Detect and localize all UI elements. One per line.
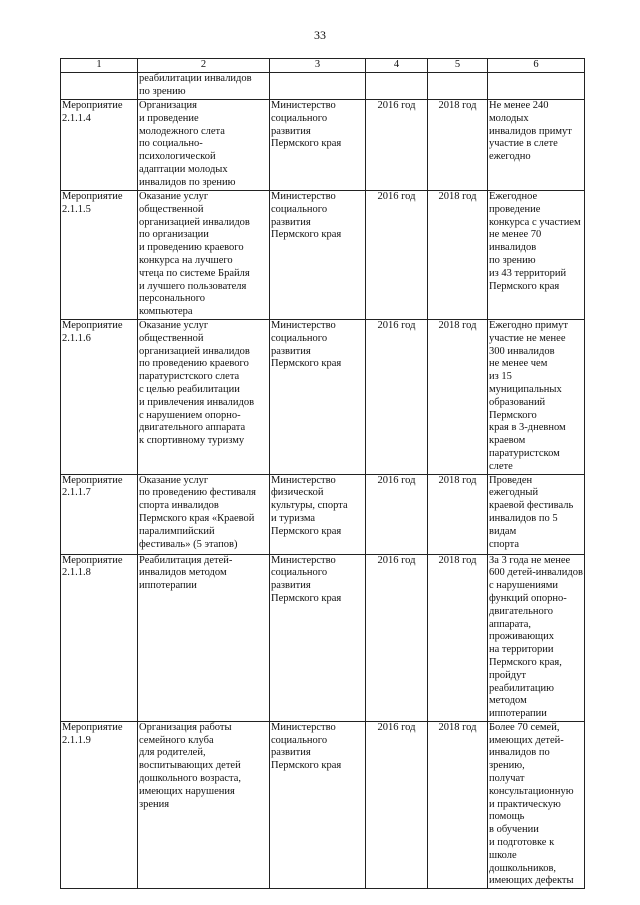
cell-start: 2016 год — [366, 191, 428, 320]
cell-result: Более 70 семей, имеющих детей- инвалидов по зрению, получат консультационную и практическую помощь в обучении и подготовке к школе дошкольников, имеющих дефекты — [488, 721, 585, 888]
cell-activity: Организация и проведение молодежного слета по социально- психологической адаптации молодых инвалидов по зрению — [138, 100, 270, 191]
cell-end: 2018 год — [428, 100, 488, 191]
cell-id: Мероприятие 2.1.1.5 — [61, 191, 138, 320]
cell-id — [61, 73, 138, 100]
cell-end: 2018 год — [428, 191, 488, 320]
cell-result: Проведен ежегодный краевой фестиваль инвалидов по 5 видам спорта — [488, 474, 585, 554]
cell-activity: Организация работы семейного клуба для родителей, воспитывающих детей дошкольного возраста, имеющих нарушения зрения — [138, 721, 270, 888]
cell-activity: Оказание услуг общественной организацией инвалидов по проведению краевого паратуристского слета с целью реабилитации и привлечения инвалидов с нарушением опорно- двигательного аппарата к спортивному туризму — [138, 319, 270, 474]
cell-start: 2016 год — [366, 721, 428, 888]
cell-executor: Министерство социального развития Пермского края — [270, 721, 366, 888]
table-row-continuation — [61, 73, 585, 100]
cell-start — [366, 73, 428, 100]
column-number-4: 4 — [366, 59, 428, 73]
activities-table — [60, 58, 585, 889]
cell-executor: Министерство социального развития Пермского края — [270, 100, 366, 191]
cell-executor: Министерство физической культуры, спорта и туризма Пермского края — [270, 474, 366, 554]
cell-start: 2016 год — [366, 100, 428, 191]
cell-activity: Реабилитация детей- инвалидов методом иппотерапии — [138, 554, 270, 721]
table-row — [61, 474, 585, 554]
column-number-1: 1 — [61, 59, 138, 73]
cell-executor: Министерство социального развития Пермского края — [270, 319, 366, 474]
cell-end: 2018 год — [428, 554, 488, 721]
cell-executor: Министерство социального развития Пермского края — [270, 554, 366, 721]
cell-result — [488, 73, 585, 100]
cell-end: 2018 год — [428, 721, 488, 888]
cell-end: 2018 год — [428, 474, 488, 554]
cell-id: Мероприятие 2.1.1.7 — [61, 474, 138, 554]
table-row — [61, 721, 585, 888]
cell-activity: Оказание услуг общественной организацией инвалидов по организации и проведению краевого конкурса на лучшего чтеца по системе Брайля и лучшего пользователя персонального компьютера — [138, 191, 270, 320]
page-number: 33 — [314, 28, 326, 42]
cell-result: Ежегодно примут участие не менее 300 инвалидов не менее чем из 15 муниципальных образований Пермского края в 3-дневном краевом паратуристском слете — [488, 319, 585, 474]
cell-end — [428, 73, 488, 100]
table-row — [61, 100, 585, 191]
cell-executor: Министерство социального развития Пермского края — [270, 191, 366, 320]
cell-start: 2016 год — [366, 474, 428, 554]
column-number-5: 5 — [428, 59, 488, 73]
cell-activity: Оказание услуг по проведению фестиваля спорта инвалидов Пермского края «Краевой паралимпийский фестиваль» (5 этапов) — [138, 474, 270, 554]
table-row — [61, 554, 585, 721]
cell-id: Мероприятие 2.1.1.8 — [61, 554, 138, 721]
cell-start: 2016 год — [366, 554, 428, 721]
cell-id: Мероприятие 2.1.1.4 — [61, 100, 138, 191]
column-number-6: 6 — [488, 59, 585, 73]
cell-end: 2018 год — [428, 319, 488, 474]
cell-result: Ежегодное проведение конкурса с участием не менее 70 инвалидов по зрению из 43 территорий Пермского края — [488, 191, 585, 320]
cell-activity: реабилитации инвалидов по зрению — [138, 73, 270, 100]
table-header-row — [61, 59, 585, 73]
column-number-3: 3 — [270, 59, 366, 73]
cell-executor — [270, 73, 366, 100]
cell-result: За 3 года не менее 600 детей-инвалидов с нарушениями функций опорно- двигательного аппарата, проживающих на территории Пермского края, пройдут реабилитацию методом иппотерапии — [488, 554, 585, 721]
cell-result: Не менее 240 молодых инвалидов примут участие в слете ежегодно — [488, 100, 585, 191]
cell-id: Мероприятие 2.1.1.6 — [61, 319, 138, 474]
table-row — [61, 191, 585, 320]
cell-id: Мероприятие 2.1.1.9 — [61, 721, 138, 888]
column-number-2: 2 — [138, 59, 270, 73]
cell-start: 2016 год — [366, 319, 428, 474]
table-row — [61, 319, 585, 474]
